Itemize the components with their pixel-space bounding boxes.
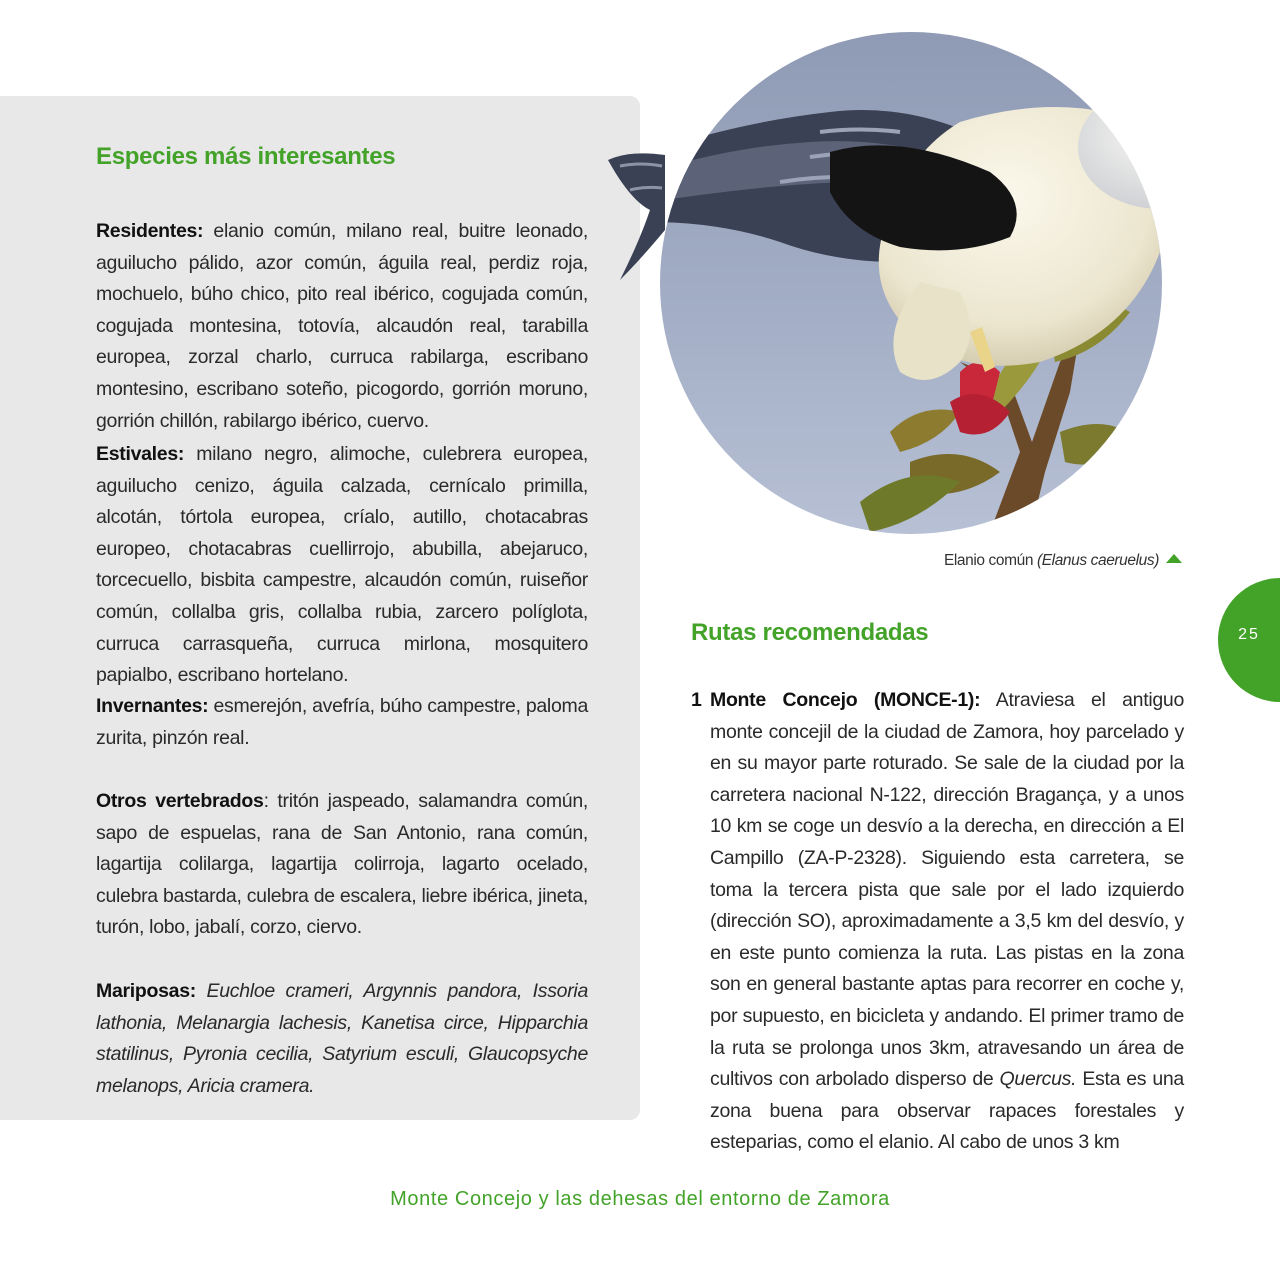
invernantes-text: esmerejón, avefría, búho campestre, paloma zurita, pinzón real.: [96, 695, 588, 749]
page-number: 25: [1238, 626, 1260, 643]
route-paragraph: [710, 685, 1184, 1159]
wing-tip-cutout: [600, 140, 670, 290]
mariposas-paragraph: [96, 976, 588, 1102]
caption-arrow-icon: [1166, 554, 1182, 563]
residentes-paragraph: [96, 216, 588, 437]
residentes-text: elanio común, milano real, buitre leonado, aguilucho pálido, azor común, águila real, perdiz roja, mochuelo, búho chico, pito real ibérico, cogujada común, cogujada montesina, totovía, alcaudón real, tarabilla europea, zorzal charlo, curruca rabilarga, escribano montesino, escribano soteño, picogordo, gorrión moruno, gorrión chillón, rabilargo ibérico, cuervo.: [96, 220, 588, 432]
estivales-label: Estivales:: [96, 443, 185, 465]
otros-vertebrados-paragraph: [96, 786, 588, 944]
caption-name: Elanio común: [943, 552, 1037, 569]
caption-latin: (Elanus caeruelus): [1036, 552, 1159, 569]
footer-title: Monte Concejo y las dehesas del entorno de Zamora: [390, 1188, 890, 1210]
estivales-paragraph: [96, 439, 588, 692]
residentes-label: Residentes:: [96, 220, 204, 242]
routes-title: Rutas recomendadas: [691, 619, 929, 646]
invernantes-label: Invernantes:: [96, 695, 209, 717]
species-title: Especies más interesantes: [96, 143, 396, 170]
route-text-1: Atraviesa el antiguo monte concejil de la ciudad de Zamora, hoy parcelado y en su mayor parte roturado. Se sale de la ciudad por la carretera nacional N-122, dirección Bragança, y a unos 10 km se coge un desvío a la derecha, en dirección a El Campillo (ZA-P-2328). Siguiendo esta carretera, se toma la tercera pista que sale por el lado izquierdo (dirección SO), aproximadamente a 3,5 km del desvío, y en este punto comienza la ruta. Las pistas en la zona son en general bastante aptas para recorrer en coche y, por supuesto, en bicicleta y andando. El primer tramo de la ruta se prolonga unos 3km, atravesando un área de cultivos con arbolado disperso de: [710, 689, 1184, 1091]
route-text-2: Esta es una zona buena para observar rapaces forestales y esteparias, como el elanio. Al cabo de unos 3 km: [710, 1068, 1184, 1154]
estivales-text: milano negro, alimoche, culebrera europea, aguilucho cenizo, águila calzada, cernícalo primilla, alcotán, tórtola europea, críalo, autillo, chotacabras europeo, chotacabras cuellirrojo, abubilla, abejaruco, torcecuello, bisbita campestre, alcaudón común, ruiseñor común, collalba gris, collalba rubia, zarcero políglota, curruca carrasqueña, curruca mirlona, mosquitero papialbo, escribano hortelano.: [96, 443, 588, 687]
invernantes-paragraph: [96, 691, 588, 754]
route-number: 1: [691, 689, 702, 711]
route-italic: Quercus.: [999, 1068, 1077, 1091]
mariposas-label: Mariposas:: [96, 980, 196, 1002]
bird-photo: [660, 32, 1162, 534]
otros-vertebrados-label: Otros vertebrados: [96, 790, 264, 812]
mariposas-text: Euchloe crameri, Argynnis pandora, Issoria lathonia, Melanargia lachesis, Kanetisa circe, Hipparchia statilinus, Pyronia cecilia, Satyrium esculi, Glaucopsyche melanops, Aricia cramera.: [96, 980, 588, 1097]
route-name: Monte Concejo (MONCE-1):: [710, 689, 981, 711]
kite-illustration: [660, 32, 1162, 534]
photo-caption: [944, 552, 1159, 570]
otros-vertebrados-text: : tritón jaspeado, salamandra común, sapo de espuelas, rana de San Antonio, rana común, lagartija colilarga, lagartija colirroja, lagarto ocelado, culebra bastarda, culebra de escalera, liebre ibérica, jineta, turón, lobo, jabalí, corzo, ciervo.: [96, 790, 588, 939]
